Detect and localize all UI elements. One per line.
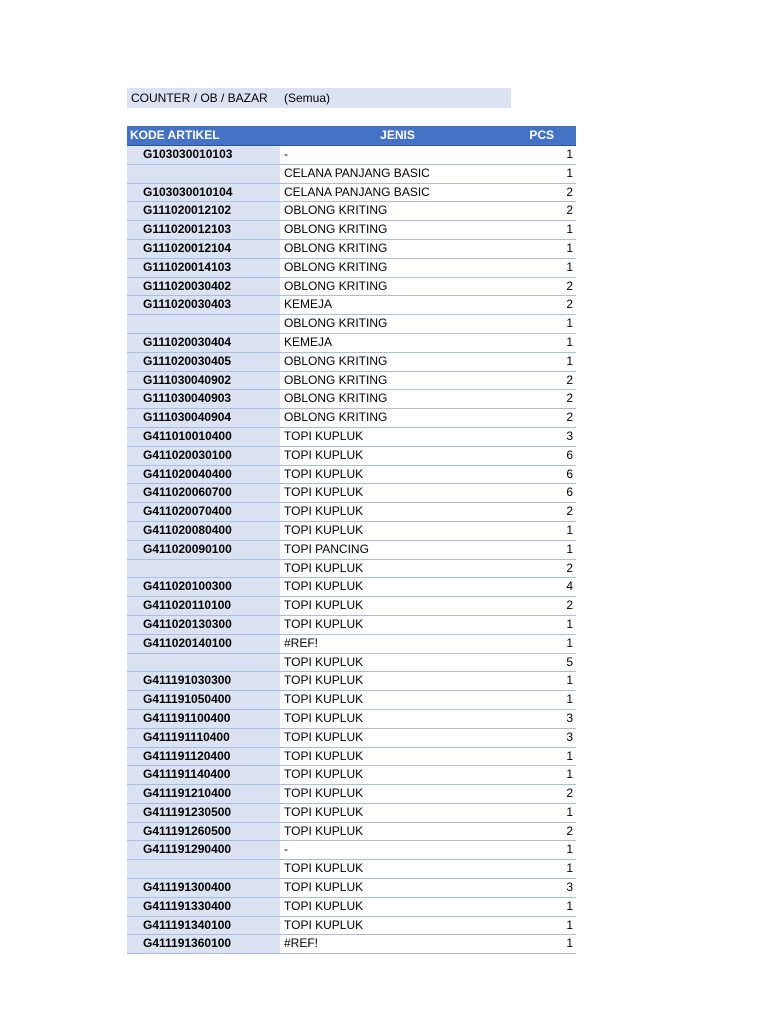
table-row	[127, 654, 576, 673]
pivot-header-row	[127, 126, 576, 146]
cell-pcs[interactable]: 6	[566, 447, 573, 462]
pivot-table	[127, 126, 576, 954]
cell-kode-artikel[interactable]	[127, 860, 280, 878]
cell-jenis[interactable]: TOPI KUPLUK	[284, 786, 364, 801]
cell-pcs[interactable]: 1	[566, 316, 573, 331]
cell-kode-artikel[interactable]	[127, 654, 280, 672]
cell-pcs[interactable]: 1	[566, 147, 573, 161]
cell-pcs[interactable]: 3	[566, 710, 573, 725]
table-row	[127, 484, 576, 503]
cell-pcs[interactable]: 1	[566, 259, 573, 274]
cell-kode-artikel[interactable]: G411010010400	[127, 428, 280, 446]
cell-pcs[interactable]: 1	[566, 748, 573, 763]
table-row	[127, 372, 576, 391]
cell-pcs[interactable]: 1	[566, 804, 573, 819]
cell-jenis[interactable]: TOPI KUPLUK	[284, 466, 364, 481]
cell-jenis[interactable]: TOPI KUPLUK	[284, 767, 364, 782]
table-row	[127, 278, 576, 297]
cell-jenis[interactable]: TOPI KUPLUK	[284, 654, 364, 669]
table-row	[127, 334, 576, 353]
cell-kode-artikel[interactable]: G111020012104	[127, 240, 280, 258]
cell-kode-artikel[interactable]: G411191330400	[127, 898, 280, 916]
cell-kode-artikel[interactable]: G411020060700	[127, 484, 280, 502]
table-row	[127, 184, 576, 203]
cell-jenis[interactable]: TOPI KUPLUK	[284, 598, 364, 613]
cell-jenis[interactable]: #REF!	[284, 635, 319, 650]
table-row	[127, 428, 576, 447]
cell-pcs[interactable]: 1	[566, 936, 573, 951]
cell-pcs[interactable]: 1	[566, 861, 573, 876]
table-row	[127, 240, 576, 259]
cell-jenis[interactable]: OBLONG KRITING	[284, 222, 388, 237]
cell-kode-artikel[interactable]: G411191100400	[127, 710, 280, 728]
cell-kode-artikel[interactable]: G411191210400	[127, 785, 280, 803]
cell-pcs[interactable]: 2	[566, 391, 573, 406]
cell-pcs[interactable]: 1	[566, 616, 573, 631]
cell-jenis[interactable]: TOPI KUPLUK	[284, 823, 364, 838]
cell-kode-artikel[interactable]: G111020030405	[127, 353, 280, 371]
cell-kode-artikel[interactable]: G411191050400	[127, 691, 280, 709]
cell-jenis[interactable]: OBLONG KRITING	[284, 410, 388, 425]
cell-jenis[interactable]: TOPI KUPLUK	[284, 804, 364, 819]
table-row	[127, 898, 576, 917]
cell-kode-artikel[interactable]: G111020030404	[127, 334, 280, 352]
cell-pcs[interactable]: 2	[566, 786, 573, 801]
cell-jenis[interactable]: TOPI KUPLUK	[284, 616, 364, 631]
report-filter[interactable]	[127, 88, 511, 108]
cell-pcs[interactable]: 1	[566, 541, 573, 556]
table-row	[127, 635, 576, 654]
cell-kode-artikel[interactable]: G111020030402	[127, 278, 280, 296]
cell-jenis[interactable]: TOPI KUPLUK	[284, 485, 364, 500]
table-row	[127, 315, 576, 334]
cell-kode-artikel[interactable]: G411191030300	[127, 672, 280, 690]
cell-kode-artikel[interactable]: G411020040400	[127, 466, 280, 484]
cell-pcs[interactable]: 5	[566, 654, 573, 669]
cell-kode-artikel[interactable]: G111030040903	[127, 390, 280, 408]
cell-jenis[interactable]: OBLONG KRITING	[284, 391, 388, 406]
cell-jenis[interactable]: TOPI KUPLUK	[284, 748, 364, 763]
cell-jenis[interactable]: #REF!	[284, 936, 319, 951]
cell-pcs[interactable]: 2	[566, 372, 573, 387]
cell-jenis[interactable]: TOPI KUPLUK	[284, 504, 364, 519]
cell-jenis[interactable]: TOPI KUPLUK	[284, 522, 364, 537]
cell-kode-artikel[interactable]: G411020090100	[127, 541, 280, 559]
cell-jenis[interactable]: OBLONG KRITING	[284, 372, 388, 387]
cell-jenis[interactable]: TOPI KUPLUK	[284, 579, 364, 594]
cell-jenis[interactable]: CELANA PANJANG BASIC	[284, 165, 430, 180]
table-row	[127, 748, 576, 767]
cell-kode-artikel[interactable]: G411191360100	[127, 935, 280, 953]
cell-kode-artikel[interactable]: G111020012102	[127, 202, 280, 220]
cell-pcs[interactable]: 1	[566, 842, 573, 857]
cell-kode-artikel[interactable]: G411020130300	[127, 616, 280, 634]
cell-pcs[interactable]: 1	[566, 692, 573, 707]
cell-pcs[interactable]: 2	[566, 410, 573, 425]
cell-pcs[interactable]: 1	[566, 334, 573, 349]
cell-pcs[interactable]: 2	[566, 184, 573, 199]
cell-pcs[interactable]: 6	[566, 485, 573, 500]
table-row	[127, 879, 576, 898]
table-row	[127, 390, 576, 409]
cell-jenis[interactable]: -	[284, 147, 288, 161]
cell-jenis[interactable]: OBLONG KRITING	[284, 353, 388, 368]
cell-jenis[interactable]: OBLONG KRITING	[284, 259, 388, 274]
cell-jenis[interactable]: OBLONG KRITING	[284, 203, 388, 218]
cell-jenis[interactable]: TOPI KUPLUK	[284, 861, 364, 876]
table-row	[127, 597, 576, 616]
table-row	[127, 841, 576, 860]
cell-kode-artikel[interactable]: G103030010104	[127, 184, 280, 202]
table-row	[127, 202, 576, 221]
cell-jenis[interactable]: TOPI KUPLUK	[284, 898, 364, 913]
cell-kode-artikel[interactable]: G111020012103	[127, 221, 280, 239]
cell-kode-artikel[interactable]: G111030040904	[127, 409, 280, 427]
table-row	[127, 221, 576, 240]
cell-pcs[interactable]: 3	[566, 729, 573, 744]
cell-pcs[interactable]: 1	[566, 353, 573, 368]
cell-kode-artikel[interactable]: G411020110100	[127, 597, 280, 615]
table-row	[127, 146, 576, 165]
header-jenis[interactable]: JENIS	[380, 128, 415, 142]
table-row	[127, 296, 576, 315]
filter-label: COUNTER / OB / BAZAR	[131, 91, 268, 105]
table-row	[127, 823, 576, 842]
table-row	[127, 766, 576, 785]
cell-jenis[interactable]: KEMEJA	[284, 334, 333, 349]
cell-jenis[interactable]: CELANA PANJANG BASIC	[284, 184, 430, 199]
cell-kode-artikel[interactable]: G111020014103	[127, 259, 280, 277]
table-row	[127, 409, 576, 428]
cell-jenis[interactable]: TOPI KUPLUK	[284, 692, 364, 707]
cell-kode-artikel[interactable]: G411191110400	[127, 729, 280, 747]
cell-pcs[interactable]: 3	[566, 880, 573, 895]
cell-pcs[interactable]: 1	[566, 165, 573, 180]
cell-kode-artikel[interactable]: G411191140400	[127, 766, 280, 784]
cell-kode-artikel[interactable]: G411191340100	[127, 917, 280, 935]
cell-jenis[interactable]: TOPI KUPLUK	[284, 428, 364, 443]
cell-kode-artikel[interactable]: G411191290400	[127, 841, 280, 859]
cell-kode-artikel[interactable]: G103030010103	[127, 146, 280, 164]
cell-kode-artikel[interactable]: G411020100300	[127, 578, 280, 596]
table-row	[127, 785, 576, 804]
table-row	[127, 560, 576, 579]
cell-kode-artikel[interactable]: G111030040902	[127, 372, 280, 390]
cell-jenis[interactable]: KEMEJA	[284, 297, 333, 312]
cell-kode-artikel[interactable]: G411191120400	[127, 748, 280, 766]
cell-jenis[interactable]: TOPI KUPLUK	[284, 880, 364, 895]
cell-pcs[interactable]: 1	[566, 635, 573, 650]
cell-jenis[interactable]: -	[284, 842, 288, 857]
cell-jenis[interactable]: TOPI KUPLUK	[284, 729, 364, 744]
table-row	[127, 578, 576, 597]
table-row	[127, 804, 576, 823]
table-row	[127, 466, 576, 485]
header-pcs: PCS	[529, 128, 554, 142]
header-kode-artikel[interactable]: KODE ARTIKEL	[130, 128, 220, 142]
cell-pcs[interactable]: 2	[566, 504, 573, 519]
cell-pcs[interactable]: 1	[566, 673, 573, 688]
cell-jenis[interactable]: TOPI PANCING	[284, 541, 369, 556]
cell-jenis[interactable]: TOPI KUPLUK	[284, 560, 364, 575]
cell-kode-artikel[interactable]: G411020080400	[127, 522, 280, 540]
cell-jenis[interactable]: OBLONG KRITING	[284, 278, 388, 293]
cell-kode-artikel[interactable]: G411020030100	[127, 447, 280, 465]
table-row	[127, 447, 576, 466]
table-row	[127, 353, 576, 372]
table-row	[127, 860, 576, 879]
cell-jenis[interactable]: TOPI KUPLUK	[284, 710, 364, 725]
table-row	[127, 165, 576, 184]
cell-kode-artikel[interactable]: G411020070400	[127, 503, 280, 521]
cell-pcs[interactable]: 1	[566, 898, 573, 913]
cell-pcs[interactable]: 2	[566, 203, 573, 218]
cell-pcs[interactable]: 1	[566, 917, 573, 932]
cell-jenis[interactable]: OBLONG KRITING	[284, 316, 388, 331]
cell-kode-artikel[interactable]	[127, 315, 280, 333]
cell-kode-artikel[interactable]: G411020140100	[127, 635, 280, 653]
cell-pcs[interactable]: 1	[566, 240, 573, 255]
cell-kode-artikel[interactable]: G411191300400	[127, 879, 280, 897]
table-row	[127, 541, 576, 560]
cell-pcs[interactable]: 2	[566, 560, 573, 575]
table-row	[127, 259, 576, 278]
cell-pcs[interactable]: 2	[566, 823, 573, 838]
cell-jenis[interactable]: TOPI KUPLUK	[284, 673, 364, 688]
cell-pcs[interactable]: 6	[566, 466, 573, 481]
filter-value[interactable]: (Semua)	[284, 91, 331, 105]
cell-pcs[interactable]: 2	[566, 598, 573, 613]
table-row	[127, 503, 576, 522]
cell-pcs[interactable]: 1	[566, 222, 573, 237]
table-row	[127, 917, 576, 936]
cell-kode-artikel[interactable]: G411191230500	[127, 804, 280, 822]
cell-pcs[interactable]: 1	[566, 767, 573, 782]
cell-pcs[interactable]: 2	[566, 297, 573, 312]
table-row	[127, 729, 576, 748]
cell-pcs[interactable]: 2	[566, 278, 573, 293]
cell-pcs[interactable]: 4	[566, 579, 573, 594]
cell-kode-artikel[interactable]: G111020030403	[127, 296, 280, 314]
cell-pcs[interactable]: 3	[566, 428, 573, 443]
table-row	[127, 616, 576, 635]
table-row	[127, 935, 576, 954]
pivot-body	[127, 146, 576, 954]
cell-pcs[interactable]: 1	[566, 522, 573, 537]
cell-jenis[interactable]: OBLONG KRITING	[284, 240, 388, 255]
table-row	[127, 522, 576, 541]
cell-kode-artikel[interactable]	[127, 560, 280, 578]
table-row	[127, 672, 576, 691]
cell-kode-artikel[interactable]	[127, 165, 280, 183]
cell-kode-artikel[interactable]: G411191260500	[127, 823, 280, 841]
table-row	[127, 710, 576, 729]
table-row	[127, 691, 576, 710]
cell-jenis[interactable]: TOPI KUPLUK	[284, 447, 364, 462]
cell-jenis[interactable]: TOPI KUPLUK	[284, 917, 364, 932]
